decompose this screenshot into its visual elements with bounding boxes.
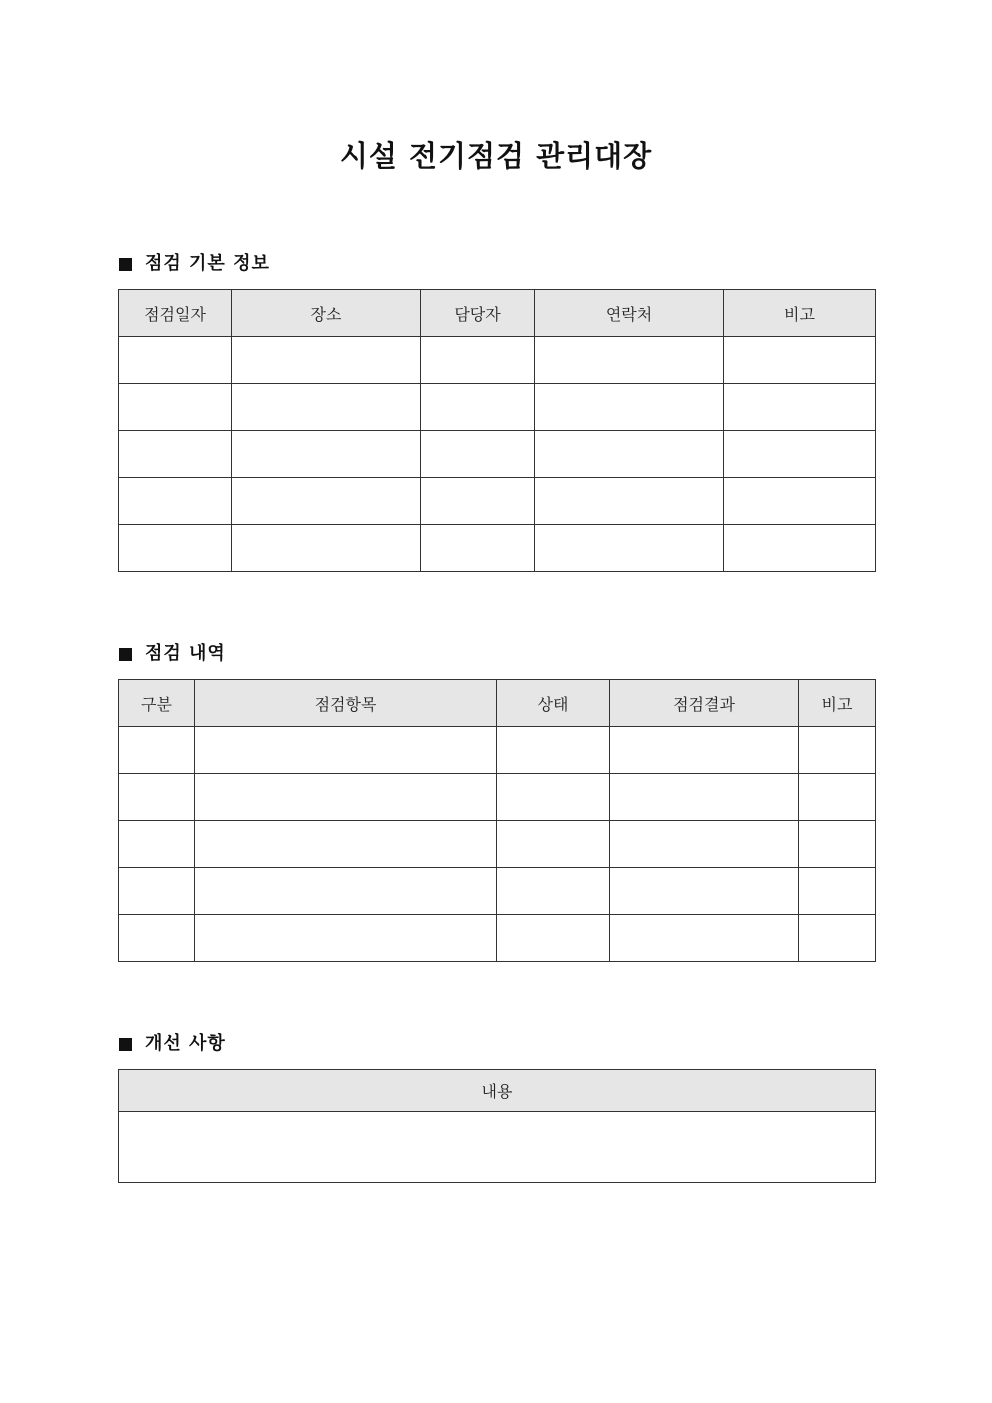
table-cell[interactable] — [119, 1112, 876, 1183]
table-cell[interactable] — [119, 525, 232, 572]
table-cell[interactable] — [799, 915, 876, 962]
basic-info-heading — [119, 252, 270, 276]
table-cell[interactable] — [119, 821, 195, 868]
column-header-content: 내용 — [119, 1070, 876, 1112]
table-cell[interactable] — [421, 431, 535, 478]
table-cell[interactable] — [535, 525, 724, 572]
basic-info-heading-label: 점검 기본 정보 — [145, 253, 270, 274]
table-cell[interactable] — [421, 384, 535, 431]
table-row — [119, 1112, 876, 1183]
improvements-heading-label: 개선 사항 — [145, 1033, 226, 1054]
column-header-remarks: 비고 — [724, 290, 876, 337]
table-header-row — [119, 290, 876, 337]
column-header-inspection-result: 점검결과 — [610, 680, 799, 727]
table-cell[interactable] — [610, 727, 799, 774]
table-cell[interactable] — [119, 431, 232, 478]
table-cell[interactable] — [119, 774, 195, 821]
table-row — [119, 384, 876, 431]
table-cell[interactable] — [421, 478, 535, 525]
inspection-details-heading — [119, 642, 226, 666]
square-bullet-icon — [119, 1038, 132, 1051]
table-cell[interactable] — [119, 727, 195, 774]
table-cell[interactable] — [497, 915, 610, 962]
table-cell[interactable] — [195, 821, 497, 868]
table-cell[interactable] — [610, 868, 799, 915]
improvements-heading — [119, 1032, 226, 1056]
table-cell[interactable] — [195, 868, 497, 915]
table-cell[interactable] — [232, 431, 421, 478]
column-header-remarks: 비고 — [799, 680, 876, 727]
table-cell[interactable] — [799, 727, 876, 774]
column-header-inspection-item: 점검항목 — [195, 680, 497, 727]
column-header-status: 상태 — [497, 680, 610, 727]
table-cell[interactable] — [535, 431, 724, 478]
table-cell[interactable] — [497, 821, 610, 868]
table-cell[interactable] — [799, 821, 876, 868]
table-row — [119, 337, 876, 384]
table-cell[interactable] — [799, 868, 876, 915]
table-row — [119, 774, 876, 821]
inspection-details-table — [118, 679, 876, 962]
table-row — [119, 821, 876, 868]
basic-info-table — [118, 289, 876, 572]
column-header-inspection-date: 점검일자 — [119, 290, 232, 337]
table-cell[interactable] — [610, 821, 799, 868]
column-header-location: 장소 — [232, 290, 421, 337]
table-cell[interactable] — [232, 478, 421, 525]
table-cell[interactable] — [119, 384, 232, 431]
table-cell[interactable] — [119, 337, 232, 384]
table-cell[interactable] — [497, 774, 610, 821]
table-row — [119, 431, 876, 478]
table-cell[interactable] — [421, 525, 535, 572]
square-bullet-icon — [119, 258, 132, 271]
table-cell[interactable] — [195, 727, 497, 774]
table-header-row — [119, 680, 876, 727]
table-cell[interactable] — [535, 478, 724, 525]
table-cell[interactable] — [195, 774, 497, 821]
table-cell[interactable] — [232, 384, 421, 431]
table-row — [119, 525, 876, 572]
column-header-category: 구분 — [119, 680, 195, 727]
column-header-person-in-charge: 담당자 — [421, 290, 535, 337]
table-row — [119, 868, 876, 915]
page-title: 시설 전기점검 관리대장 — [339, 139, 653, 173]
table-cell[interactable] — [195, 915, 497, 962]
table-cell[interactable] — [535, 384, 724, 431]
table-cell[interactable] — [119, 478, 232, 525]
table-cell[interactable] — [610, 915, 799, 962]
table-cell[interactable] — [724, 525, 876, 572]
table-cell[interactable] — [724, 384, 876, 431]
table-cell[interactable] — [421, 337, 535, 384]
table-cell[interactable] — [724, 337, 876, 384]
square-bullet-icon — [119, 648, 132, 661]
table-cell[interactable] — [119, 868, 195, 915]
table-cell[interactable] — [232, 337, 421, 384]
table-cell[interactable] — [497, 727, 610, 774]
improvements-table — [118, 1069, 876, 1183]
inspection-details-heading-label: 점검 내역 — [145, 643, 226, 664]
table-cell[interactable] — [724, 478, 876, 525]
table-cell[interactable] — [724, 431, 876, 478]
column-header-contact: 연락처 — [535, 290, 724, 337]
table-cell[interactable] — [535, 337, 724, 384]
table-cell[interactable] — [799, 774, 876, 821]
table-row — [119, 727, 876, 774]
table-header-row — [119, 1070, 876, 1112]
table-row — [119, 478, 876, 525]
table-cell[interactable] — [119, 915, 195, 962]
table-cell[interactable] — [610, 774, 799, 821]
table-row — [119, 915, 876, 962]
table-cell[interactable] — [232, 525, 421, 572]
table-cell[interactable] — [497, 868, 610, 915]
